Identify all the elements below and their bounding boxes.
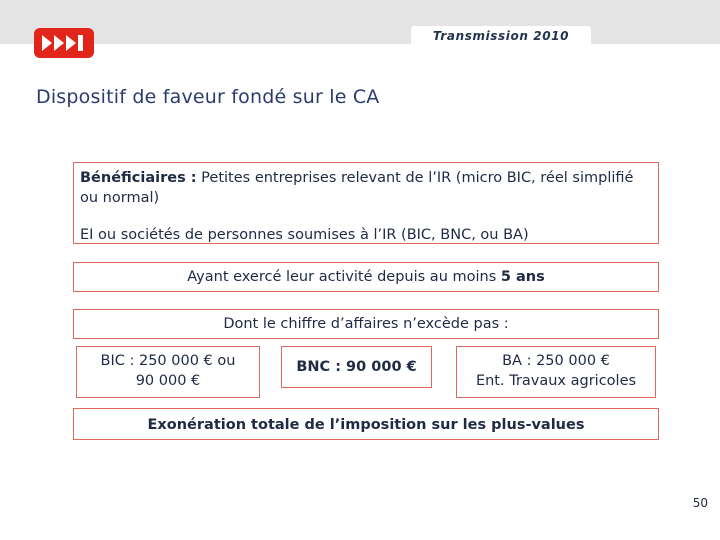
- page-title: Dispositif de faveur fondé sur le CA: [36, 86, 380, 108]
- activite-box: [73, 262, 659, 292]
- chiffre-box: [73, 309, 659, 339]
- beneficiaires-label: Bénéficiaires :: [80, 170, 197, 186]
- beneficiaires-box: [73, 162, 659, 244]
- beneficiaires-paragraph: [80, 168, 652, 208]
- exoneration-box: [73, 408, 659, 440]
- header-tab: Transmission 2010: [411, 26, 591, 46]
- company-logo: [34, 28, 94, 58]
- activite-highlight: 5 ans: [500, 269, 545, 285]
- ba-line2: Ent. Travaux agricoles: [475, 373, 637, 389]
- bnc-text: BNC : 90 000 €: [296, 359, 417, 375]
- chiffre-text: Dont le chiffre d’affaires n’excède pas :: [223, 316, 509, 332]
- ba-line1: BA : 250 000 €: [502, 353, 610, 369]
- header-bar: [0, 0, 720, 44]
- bic-line1: BIC : 250 000 € ou: [100, 353, 236, 369]
- bnc-box: [281, 346, 432, 388]
- fast-forward-icon: [34, 28, 94, 58]
- ba-box: [456, 346, 656, 398]
- bic-line2: 90 000 €: [135, 373, 201, 389]
- beneficiaires-text2: EI ou sociétés de personnes soumises à l’IR (BIC, BNC, ou BA): [80, 227, 529, 243]
- exoneration-text: Exonération totale de l’imposition sur les plus-values: [147, 417, 585, 433]
- beneficiaires-text: Petites entreprises relevant de l’IR (micro BIC, réel simplifié ou normal): [80, 170, 634, 206]
- page-number: 50: [692, 496, 708, 510]
- activite-text: Ayant exercé leur activité depuis au moins: [187, 269, 501, 285]
- bic-box: [76, 346, 260, 398]
